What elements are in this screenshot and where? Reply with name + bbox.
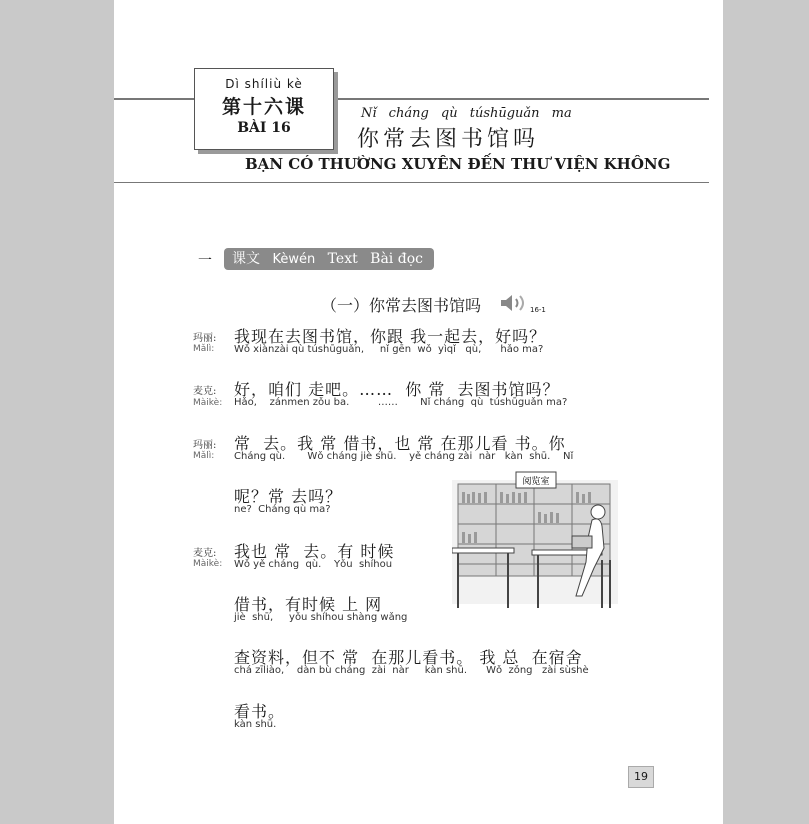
lesson-chinese: 第十六课	[221, 96, 306, 118]
speaker-pinyin: Mǎlì:	[193, 451, 215, 461]
section-vietnamese: Bài đọc	[370, 251, 423, 267]
dialogue-line-chinese: 我现在去图书馆，你跟 我一起去，好吗？	[234, 327, 547, 346]
dialogue-line-chinese: 看书。	[234, 702, 286, 721]
dialogue-line-pinyin: ne? Cháng qù ma?	[234, 504, 331, 515]
lesson-pinyin: Dì shíliù kè	[225, 77, 303, 91]
reading-room-sign: 阅览室	[522, 477, 550, 487]
section-pinyin: Kèwén	[272, 252, 316, 267]
dialogue-line-pinyin: Wǒ yě cháng qù. Yǒu shíhou	[234, 559, 393, 570]
dialogue-line-chinese: 好，咱们 走吧。…… 你 常 去图书馆吗？	[234, 380, 560, 399]
page-number: 19	[628, 766, 654, 788]
title-vietnamese: BẠN CÓ THƯỜNG XUYÊN ĐẾN THƯ VIỆN KHÔNG	[245, 155, 671, 173]
speaker-icon[interactable]	[495, 292, 529, 314]
speaker-pinyin: Màikè:	[193, 559, 223, 569]
section-dash: 一	[198, 253, 212, 269]
title-chinese: 你常去图书馆吗	[357, 127, 540, 152]
speaker-label: 玛丽:	[193, 333, 217, 344]
speaker-label: 麦克:	[193, 548, 217, 559]
speaker-pinyin: Màikè:	[193, 398, 223, 408]
dialogue-line-pinyin: kàn shū.	[234, 719, 277, 730]
section-tag	[198, 248, 434, 270]
lesson-vietnamese: BÀI 16	[237, 120, 291, 136]
dialogue-line-chinese: 呢？常 去吗？	[234, 487, 343, 506]
dialogue-line-chinese: 查资料，但不 常 在那儿看书。 我 总 在宿舍	[234, 648, 583, 667]
dialogue-line-chinese: 我也 常 去。有 时候	[234, 542, 395, 561]
dialogue-line-chinese: 常 去。我 常 借书，也 常 在那儿看 书。你	[234, 434, 566, 453]
section-english: Text	[327, 251, 358, 267]
section-label-box	[224, 248, 434, 270]
reading-room-illustration	[452, 470, 618, 612]
title-pinyin: Nǐ cháng qù túshūguǎn ma	[361, 106, 572, 121]
subsection-title: （一）你常去图书馆吗	[321, 296, 482, 315]
textbook-page	[114, 0, 723, 824]
dialogue-line-pinyin: Wǒ xiànzài qù túshūguǎn, nǐ gēn wǒ yìqǐ qù, hǎo ma?	[234, 344, 544, 355]
dialogue-line-chinese: 借书，有时候 上 网	[234, 595, 383, 614]
lesson-number-box	[194, 68, 334, 150]
speaker-label: 麦克:	[193, 386, 217, 397]
dialogue-line-pinyin: Cháng qù. Wǒ cháng jiè shū. yě cháng zài nàr kàn shū. Nǐ	[234, 451, 574, 462]
header-rule-bottom	[114, 182, 709, 183]
speaker-pinyin: Mǎlì:	[193, 344, 215, 354]
dialogue-line-pinyin: Hǎo, zánmen zǒu ba. …… Nǐ cháng qù túshūguǎn ma?	[234, 397, 568, 408]
audio-track-number: 16-1	[530, 306, 546, 314]
section-chinese: 课文	[232, 251, 260, 267]
dialogue-line-pinyin: chá zīliào, dàn bù cháng zài nàr kàn shū. Wǒ zǒng zài sùshè	[234, 665, 589, 676]
speaker-label: 玛丽:	[193, 440, 217, 451]
dialogue-line-pinyin: jiè shū, yǒu shíhou shàng wǎng	[234, 612, 408, 623]
